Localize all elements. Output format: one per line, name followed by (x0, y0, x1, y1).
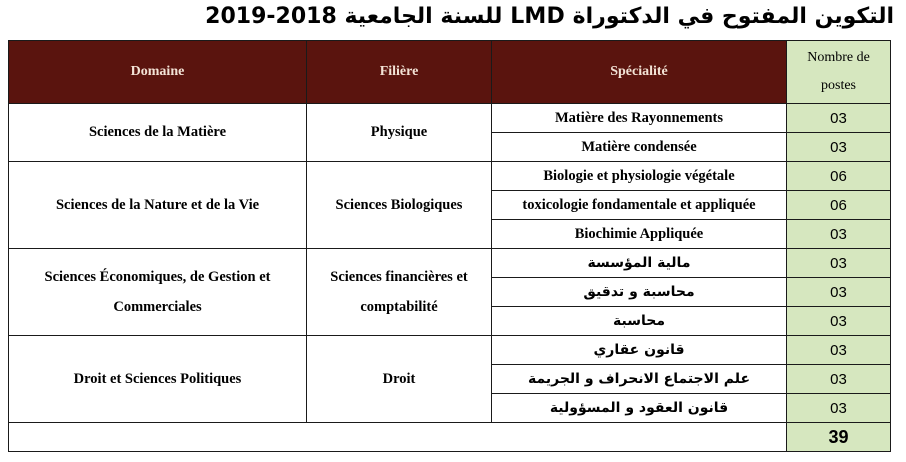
postes-cell: 06 (787, 162, 891, 191)
postes-cell: 03 (787, 133, 891, 162)
specialite-cell: قانون عقاري (492, 336, 787, 365)
domaine-cell: Sciences de la Nature et de la Vie (9, 162, 307, 249)
domaine-cell (9, 249, 307, 336)
specialite-cell: Matière condensée (492, 133, 787, 162)
doctorate-positions-table (8, 40, 891, 452)
filiere-cell: Droit (307, 336, 492, 423)
postes-cell: 03 (787, 307, 891, 336)
filiere-cell (307, 249, 492, 336)
filiere-cell: Sciences Biologiques (307, 162, 492, 249)
postes-cell: 03 (787, 278, 891, 307)
postes-cell: 03 (787, 365, 891, 394)
filiere-cell: Physique (307, 104, 492, 162)
header-filiere: Filière (307, 41, 492, 104)
postes-cell: 06 (787, 191, 891, 220)
specialite-cell: محاسبة و تدقيق (492, 278, 787, 307)
document-title: التكوين المفتوح في الدكتوراة LMD للسنة الجامعية 2018-2019 (205, 4, 894, 29)
specialite-cell: مالية المؤسسة (492, 249, 787, 278)
specialite-cell: Matière des Rayonnements (492, 104, 787, 133)
header-domaine: Domaine (9, 41, 307, 104)
filiere-line2: comptabilité (360, 299, 438, 315)
domaine-line1: Sciences Économiques, de Gestion et (44, 269, 271, 285)
postes-cell: 03 (787, 394, 891, 423)
header-postes-line1: Nombre de (807, 50, 870, 65)
table-row (9, 104, 891, 133)
total-label-cell (9, 423, 787, 452)
specialite-cell: toxicologie fondamentale et appliquée (492, 191, 787, 220)
table-row (9, 162, 891, 191)
specialite-cell: محاسبة (492, 307, 787, 336)
header-postes-line2: postes (821, 78, 856, 93)
header-specialite: Spécialité (492, 41, 787, 104)
specialite-cell: Biochimie Appliquée (492, 220, 787, 249)
table-row (9, 249, 891, 278)
total-postes-cell: 39 (787, 423, 891, 452)
domaine-line2: Commerciales (113, 299, 202, 315)
header-row (9, 41, 891, 104)
filiere-line1: Sciences financières et (330, 269, 468, 285)
domaine-cell: Droit et Sciences Politiques (9, 336, 307, 423)
header-nombre-postes (787, 41, 891, 104)
postes-cell: 03 (787, 336, 891, 365)
table-row (9, 336, 891, 365)
postes-cell: 03 (787, 220, 891, 249)
postes-cell: 03 (787, 104, 891, 133)
specialite-cell: قانون العقود و المسؤولية (492, 394, 787, 423)
total-row (9, 423, 891, 452)
specialite-cell: علم الاجتماع الانحراف و الجريمة (492, 365, 787, 394)
postes-cell: 03 (787, 249, 891, 278)
domaine-cell: Sciences de la Matière (9, 104, 307, 162)
specialite-cell: Biologie et physiologie végétale (492, 162, 787, 191)
